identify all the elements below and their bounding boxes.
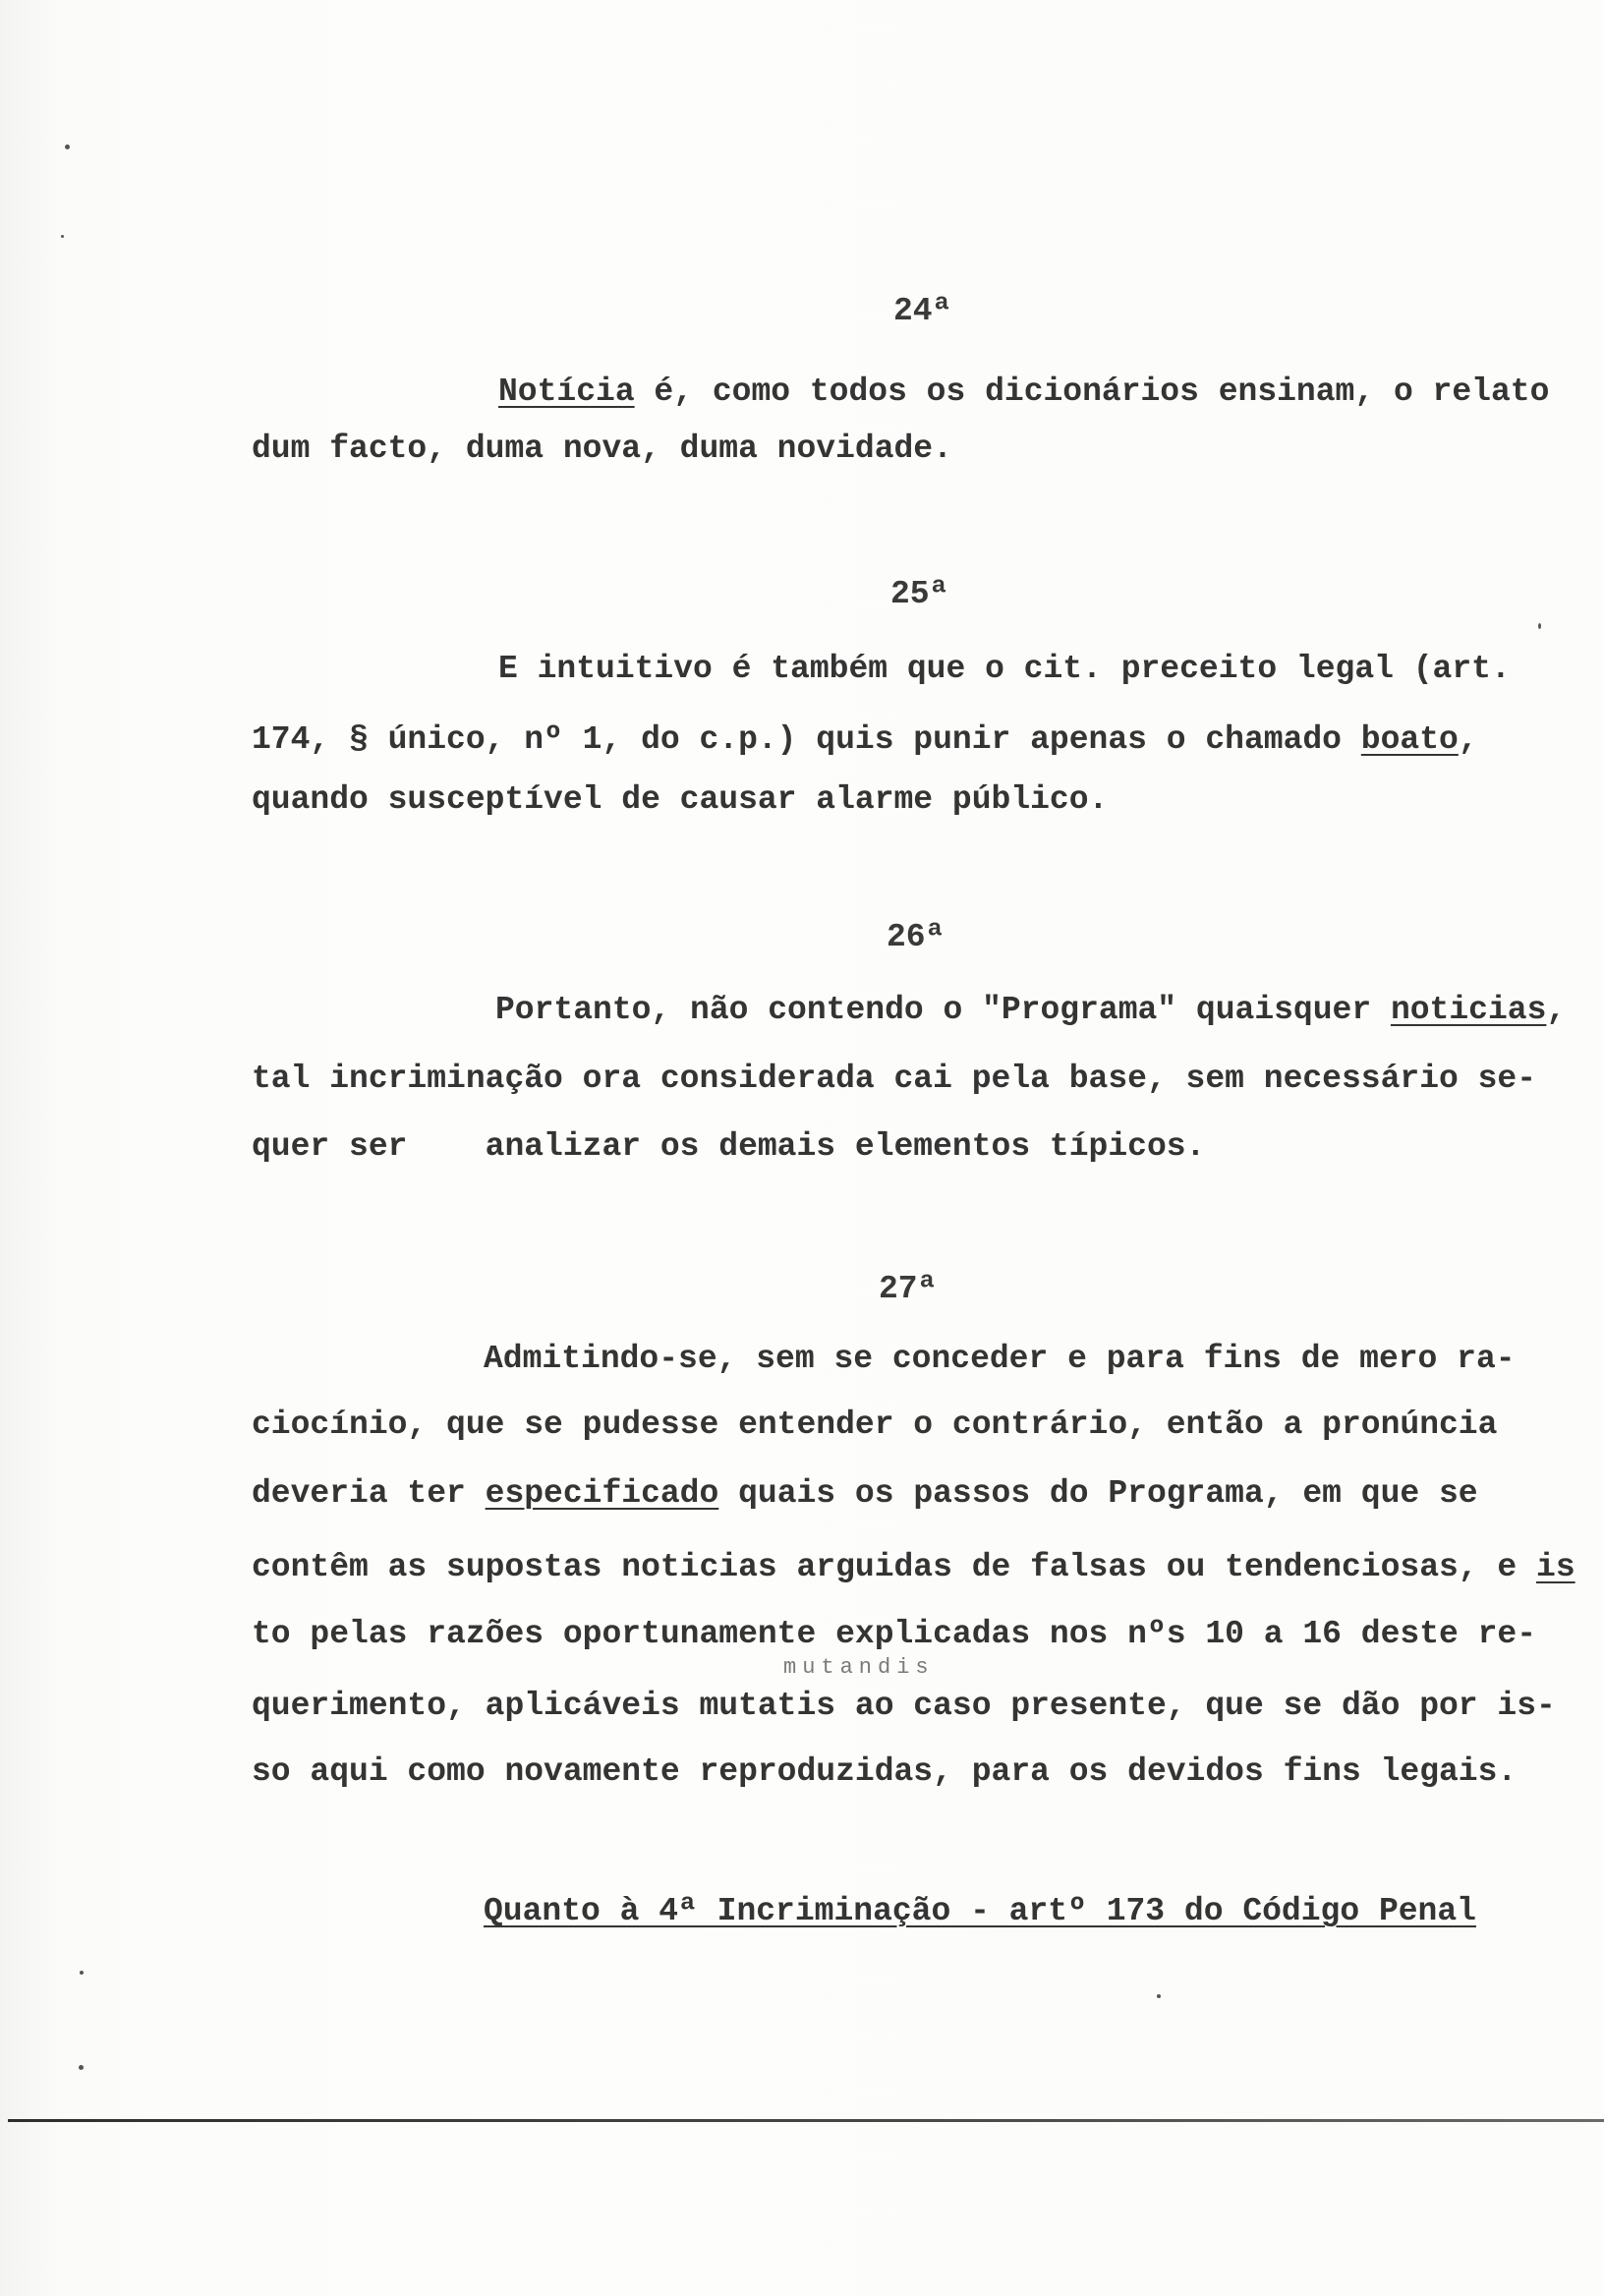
line-text: quais os passos do Programa, em que se	[718, 1475, 1478, 1512]
paragraph-line	[498, 373, 1549, 412]
paragraph-line	[498, 650, 1511, 689]
line-text: tal incriminação ora considerada cai pela base, sem necessário se-	[252, 1061, 1537, 1097]
line-text: querimento, aplicáveis mutatis ao caso presente, que se dão por is-	[252, 1688, 1556, 1724]
paragraph-number: 25ª	[890, 576, 949, 612]
scan-speck	[80, 1971, 84, 1975]
paragraph-line	[252, 1615, 1536, 1654]
scan-speck	[1157, 1994, 1161, 1998]
paragraph-line	[252, 1687, 1556, 1726]
paragraph-number: 27ª	[879, 1271, 938, 1307]
line-text: dum facto, duma nova, duma novidade.	[252, 430, 952, 467]
paragraph-number: 24ª	[893, 293, 952, 329]
paragraph-line	[495, 991, 1566, 1030]
underlined-term: noticias	[1390, 992, 1547, 1028]
paragraph-line	[252, 1752, 1517, 1792]
line-text: 174, § único, nº 1, do c.p.) quis punir apenas o chamado	[252, 721, 1361, 758]
line-text: Admitindo-se, sem se conceder e para fins de mero ra-	[484, 1341, 1516, 1377]
underlined-term: boato	[1360, 721, 1459, 758]
horizontal-rule	[8, 2119, 1604, 2122]
paragraph-line	[252, 430, 952, 469]
line-text: quer ser analizar os demais elementos típicos.	[252, 1128, 1206, 1165]
paragraph-line	[484, 1340, 1516, 1379]
line-text: ciocínio, que se pudesse entender o contrário, então a pronúncia	[252, 1406, 1498, 1443]
underlined-term: Notícia	[498, 373, 635, 410]
line-text: to pelas razões oportunamente explicadas nos nºs 10 a 16 deste re-	[252, 1616, 1537, 1652]
underlined-term: especificado	[485, 1475, 719, 1512]
paragraph-line	[252, 1127, 1205, 1167]
line-text: ,	[1458, 721, 1478, 758]
scan-speck	[61, 235, 64, 238]
line-text: quando susceptível de causar alarme público.	[252, 781, 1109, 818]
paragraph-line	[252, 1548, 1575, 1587]
paragraph-line	[252, 1406, 1497, 1445]
scan-speck	[1538, 623, 1541, 629]
scan-speck	[65, 144, 70, 149]
paragraph-number: 26ª	[887, 919, 945, 955]
scan-speck	[79, 2065, 84, 2070]
interlinear-annotation: mutandis	[783, 1655, 935, 1680]
paragraph-line	[252, 720, 1478, 760]
underlined-term: is	[1536, 1549, 1575, 1585]
line-text: Portanto, não contendo o "Programa" quaisquer	[495, 992, 1391, 1028]
line-text: deveria ter	[252, 1475, 486, 1512]
line-text: contêm as supostas noticias arguidas de falsas ou tendenciosas, e	[252, 1549, 1537, 1585]
line-text: é, como todos os dicionários ensinam, o relato	[634, 373, 1550, 410]
paragraph-line	[252, 780, 1108, 820]
paragraph-line	[252, 1060, 1536, 1099]
paragraph-line	[252, 1474, 1478, 1514]
line-text: ,	[1546, 992, 1567, 1028]
section-heading: Quanto à 4ª Incriminação - artº 173 do Código Penal	[484, 1893, 1476, 1929]
line-text: so aqui como novamente reproduzidas, para os devidos fins legais.	[252, 1753, 1518, 1790]
line-text: E intuitivo é também que o cit. preceito legal (art.	[498, 651, 1511, 687]
